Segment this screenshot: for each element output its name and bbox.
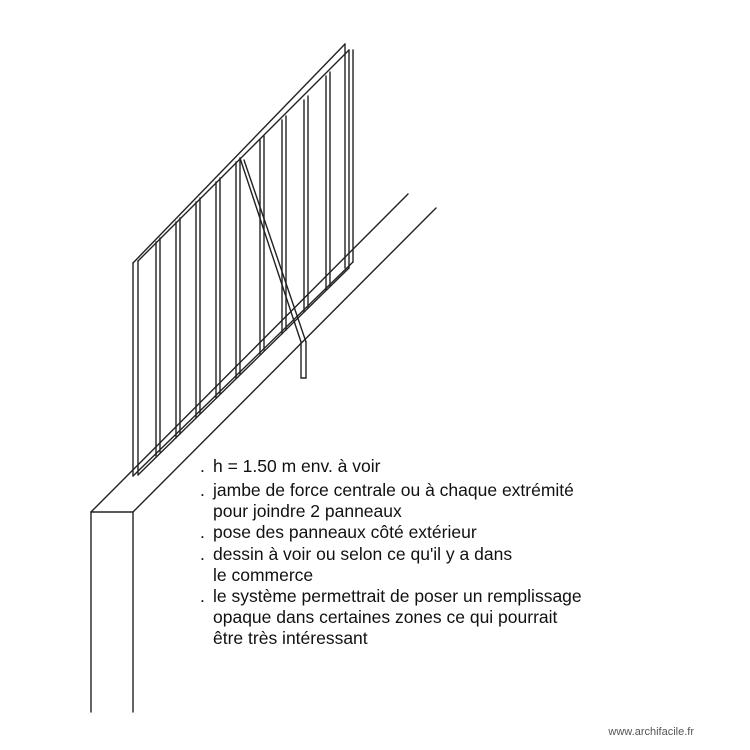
note-line: pour joindre 2 panneaux [213, 501, 402, 521]
panel-top-rail-a [133, 44, 345, 263]
note-line: jambe de force centrale ou à chaque extrémité [213, 480, 574, 500]
panel-bottom-rail-a [133, 262, 353, 476]
brace-strut [240, 158, 306, 378]
note-system: . le système permettrait de poser un remplissage opaque dans certaines zones ce qui pourrait être très intéressant [200, 586, 582, 648]
wall-front-top [91, 512, 133, 712]
note-brace: . jambe de force centrale ou à chaque extrémité pour joindre 2 panneaux [200, 480, 574, 521]
note-height: . h = 1.50 m env. à voir [200, 456, 381, 476]
note-line: h = 1.50 m env. à voir [213, 456, 381, 476]
note-line: être très intéressant [213, 628, 368, 648]
note-design: . dessin à voir ou selon ce qu'il y a dans le commerce [200, 544, 513, 585]
panel-top-rail-b [138, 50, 349, 261]
brace-diagonal-a [240, 158, 301, 342]
note-line: opaque dans certaines zones ce qui pourrait [213, 607, 558, 627]
panel-bottom-rail-b [138, 268, 349, 475]
note-line: dessin à voir ou selon ce qu'il y a dans [213, 544, 513, 564]
watermark-text: www.archifacile.fr [608, 726, 694, 738]
note-line: le système permettrait de poser un remplissage [213, 586, 582, 606]
note-panels: . pose des panneaux côté extérieur [200, 522, 477, 542]
panel-bars [156, 72, 330, 456]
note-line: pose des panneaux côté extérieur [213, 522, 477, 542]
brace-diagonal-b [244, 160, 306, 342]
note-line: le commerce [213, 565, 314, 585]
